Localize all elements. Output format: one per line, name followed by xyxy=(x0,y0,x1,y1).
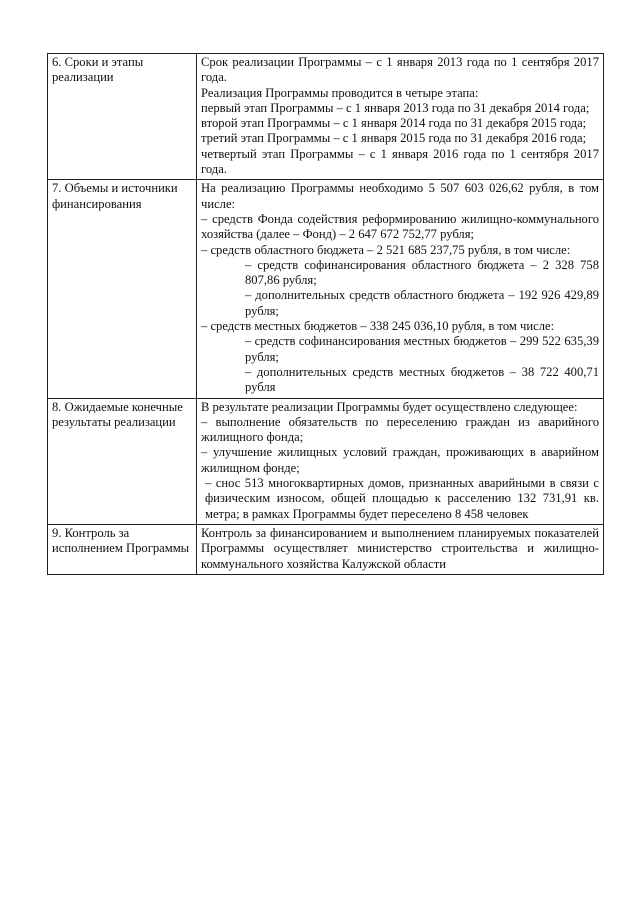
text-line: – улучшение жилищных условий граждан, проживающих в аварийном жилищном фонде; xyxy=(201,445,599,475)
row-label: 7. Объемы и источники финансирования xyxy=(48,180,197,398)
text-line: – снос 513 многоквартирных домов, признанных аварийными в связи с физическим износом, общей площадью к расселению 132 731,91 кв. метра; в рамках Программы будет переселено 8 458 человек xyxy=(205,476,599,521)
text-line: – выполнение обязательств по переселению граждан из аварийного жилищного фонда; xyxy=(201,414,599,445)
text-line: – средств Фонда содействия реформированию жилищно-коммунального хозяйства (далее – Фонд) – 2 647 672 752,77 рубля; xyxy=(201,211,599,242)
text-line: Контроль за финансированием и выполнением планируемых показателей Программы осуществляет министерство строительства и жилищно-коммунального хозяйства Калужской области xyxy=(201,525,599,571)
row-label: 8. Ожидаемые конечные результаты реализации xyxy=(48,398,197,524)
row-content xyxy=(197,54,604,180)
row-content xyxy=(197,524,604,574)
program-passport-table xyxy=(47,53,604,575)
text-line: – средств софинансирования областного бюджета – 2 328 758 807,86 рубля; xyxy=(245,257,599,288)
text-line: – дополнительных средств областного бюджета – 192 926 429,89 рубля; xyxy=(245,288,599,318)
row-label: 9. Контроль за исполнением Программы xyxy=(48,524,197,574)
table-row xyxy=(48,398,604,524)
text-line: В результате реализации Программы будет осуществлено следующее: xyxy=(201,399,578,414)
row-content xyxy=(197,398,604,524)
text-line: – дополнительных средств местных бюджетов – 38 722 400,71 рубля xyxy=(245,364,599,395)
text-line: четвертый этап Программы – с 1 января 2016 года по 1 сентября 2017 года. xyxy=(201,146,599,177)
table-row xyxy=(48,54,604,180)
text-line: На реализацию Программы необходимо 5 507 603 026,62 рубля, в том числе: xyxy=(201,181,599,211)
text-line: второй этап Программы – с 1 января 2014 года по 31 декабря 2015 года; xyxy=(201,116,587,131)
text-line: Реализация Программы проводится в четыре этапа: xyxy=(201,85,479,100)
text-line: – средств местных бюджетов – 338 245 036,10 рубля, в том числе: xyxy=(201,319,555,334)
table-row xyxy=(48,524,604,574)
text-line: Срок реализации Программы – с 1 января 2013 года по 1 сентября 2017 года. xyxy=(201,55,599,85)
text-line: третий этап Программы – с 1 января 2015 года по 31 декабря 2016 года; xyxy=(201,131,587,146)
table-row xyxy=(48,180,604,398)
row-content xyxy=(197,180,604,398)
text-line: – средств областного бюджета – 2 521 685 237,75 рубля, в том числе: xyxy=(201,242,571,257)
text-line: первый этап Программы – с 1 января 2013 года по 31 декабря 2014 года; xyxy=(201,100,590,115)
text-line: – средств софинансирования местных бюджетов – 299 522 635,39 рубля; xyxy=(245,334,599,364)
row-label: 6. Сроки и этапы реализации xyxy=(48,54,197,180)
